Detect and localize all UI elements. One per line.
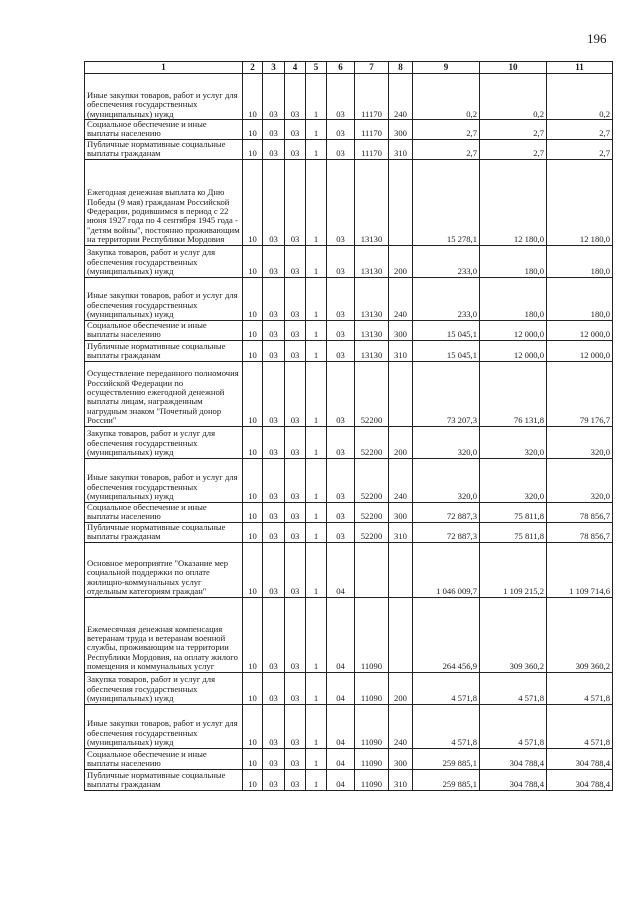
code-cell: 52200 xyxy=(355,361,389,426)
code-cell: 03 xyxy=(327,159,355,245)
code-cell: 1 xyxy=(306,704,327,748)
table-row xyxy=(85,340,613,361)
row-description-cell: Закупка товаров, работ и услуг для обеспечения государственных (муниципальных) нужд xyxy=(85,426,243,458)
code-cell: 03 xyxy=(285,769,306,790)
table-row xyxy=(85,672,613,704)
amount-cell: 0,2 xyxy=(547,74,613,120)
code-cell: 03 xyxy=(285,542,306,597)
amount-cell: 320,0 xyxy=(413,458,480,502)
code-cell: 03 xyxy=(285,120,306,140)
row-description-cell: Иные закупки товаров, работ и услуг для обеспечения государственных (муниципальных) нужд xyxy=(85,277,243,320)
code-cell: 03 xyxy=(285,74,306,120)
code-cell: 1 xyxy=(306,426,327,458)
amount-cell: 320,0 xyxy=(413,426,480,458)
column-header: 2 xyxy=(243,62,263,74)
row-description-cell: Иные закупки товаров, работ и услуг для обеспечения государственных (муниципальных) нужд xyxy=(85,458,243,502)
code-cell: 11170 xyxy=(355,120,389,140)
column-header: 3 xyxy=(263,62,285,74)
code-cell: 13130 xyxy=(355,340,389,361)
code-cell: 03 xyxy=(327,522,355,542)
amount-cell: 12 180,0 xyxy=(547,159,613,245)
code-cell: 03 xyxy=(263,597,285,672)
row-description-cell: Публичные нормативные социальные выплаты гражданам xyxy=(85,139,243,159)
amount-cell: 12 180,0 xyxy=(480,159,547,245)
table-row xyxy=(85,245,613,277)
code-cell: 03 xyxy=(285,522,306,542)
code-cell: 200 xyxy=(389,245,413,277)
amount-cell: 2,7 xyxy=(547,120,613,140)
code-cell: 10 xyxy=(243,245,263,277)
amount-cell: 4 571,8 xyxy=(547,672,613,704)
table-row xyxy=(85,704,613,748)
code-cell: 1 xyxy=(306,597,327,672)
amount-cell: 12 000,0 xyxy=(547,340,613,361)
code-cell: 13130 xyxy=(355,159,389,245)
code-cell: 300 xyxy=(389,320,413,340)
code-cell: 10 xyxy=(243,340,263,361)
code-cell: 03 xyxy=(327,502,355,522)
amount-cell: 180,0 xyxy=(480,277,547,320)
code-cell: 13130 xyxy=(355,277,389,320)
code-cell: 1 xyxy=(306,159,327,245)
amount-cell: 180,0 xyxy=(547,245,613,277)
amount-cell: 0,2 xyxy=(413,74,480,120)
row-description-cell: Закупка товаров, работ и услуг для обеспечения государственных (муниципальных) нужд xyxy=(85,245,243,277)
code-cell: 10 xyxy=(243,74,263,120)
code-cell: 04 xyxy=(327,542,355,597)
code-cell: 03 xyxy=(263,522,285,542)
column-header: 10 xyxy=(480,62,547,74)
amount-cell: 79 176,7 xyxy=(547,361,613,426)
amount-cell: 320,0 xyxy=(480,426,547,458)
row-description-cell: Социальное обеспечение и иные выплаты населению xyxy=(85,320,243,340)
table-row xyxy=(85,120,613,140)
row-description-cell: Социальное обеспечение и иные выплаты населению xyxy=(85,120,243,140)
code-cell: 03 xyxy=(263,769,285,790)
code-cell: 03 xyxy=(263,245,285,277)
page-number: 196 xyxy=(587,31,607,46)
amount-cell: 2,7 xyxy=(480,139,547,159)
table-row xyxy=(85,159,613,245)
table-row xyxy=(85,458,613,502)
amount-cell: 259 885,1 xyxy=(413,748,480,769)
amount-cell: 4 571,8 xyxy=(547,704,613,748)
table-row xyxy=(85,748,613,769)
amount-cell: 12 000,0 xyxy=(480,340,547,361)
table-row xyxy=(85,769,613,790)
code-cell: 10 xyxy=(243,542,263,597)
code-cell xyxy=(389,597,413,672)
table-row xyxy=(85,522,613,542)
amount-cell: 4 571,8 xyxy=(413,672,480,704)
code-cell: 03 xyxy=(285,597,306,672)
amount-cell: 75 811,8 xyxy=(480,522,547,542)
code-cell: 03 xyxy=(263,120,285,140)
amount-cell: 2,7 xyxy=(480,120,547,140)
amount-cell: 1 109 215,2 xyxy=(480,542,547,597)
amount-cell: 4 571,8 xyxy=(480,672,547,704)
code-cell: 03 xyxy=(285,704,306,748)
amount-cell: 320,0 xyxy=(547,458,613,502)
code-cell: 03 xyxy=(327,320,355,340)
code-cell: 03 xyxy=(285,340,306,361)
code-cell: 10 xyxy=(243,597,263,672)
budget-table xyxy=(84,61,613,791)
amount-cell: 78 856,7 xyxy=(547,522,613,542)
code-cell: 03 xyxy=(263,502,285,522)
column-header: 4 xyxy=(285,62,306,74)
amount-cell: 1 109 714,6 xyxy=(547,542,613,597)
code-cell: 03 xyxy=(285,320,306,340)
code-cell: 10 xyxy=(243,277,263,320)
column-header: 11 xyxy=(547,62,613,74)
code-cell: 300 xyxy=(389,502,413,522)
code-cell: 03 xyxy=(327,277,355,320)
row-description-cell: Публичные нормативные социальные выплаты гражданам xyxy=(85,769,243,790)
code-cell: 310 xyxy=(389,522,413,542)
code-cell: 03 xyxy=(263,672,285,704)
code-cell: 03 xyxy=(285,672,306,704)
code-cell: 03 xyxy=(263,748,285,769)
row-description-cell: Публичные нормативные социальные выплаты гражданам xyxy=(85,340,243,361)
code-cell xyxy=(389,361,413,426)
code-cell: 10 xyxy=(243,769,263,790)
code-cell: 1 xyxy=(306,522,327,542)
amount-cell: 15 045,1 xyxy=(413,320,480,340)
code-cell: 13130 xyxy=(355,245,389,277)
row-description-cell: Социальное обеспечение и иные выплаты населению xyxy=(85,502,243,522)
code-cell: 52200 xyxy=(355,426,389,458)
table-row xyxy=(85,502,613,522)
code-cell: 310 xyxy=(389,769,413,790)
amount-cell: 304 788,4 xyxy=(480,748,547,769)
row-description-cell: Иные закупки товаров, работ и услуг для обеспечения государственных (муниципальных) нужд xyxy=(85,704,243,748)
amount-cell: 320,0 xyxy=(547,426,613,458)
amount-cell: 12 000,0 xyxy=(480,320,547,340)
code-cell: 03 xyxy=(285,159,306,245)
code-cell: 10 xyxy=(243,458,263,502)
code-cell: 03 xyxy=(285,502,306,522)
amount-cell: 309 360,2 xyxy=(547,597,613,672)
code-cell: 52200 xyxy=(355,502,389,522)
code-cell: 03 xyxy=(327,361,355,426)
code-cell: 03 xyxy=(327,74,355,120)
code-cell: 10 xyxy=(243,502,263,522)
code-cell: 03 xyxy=(327,426,355,458)
table-row xyxy=(85,320,613,340)
amount-cell: 1 046 009,7 xyxy=(413,542,480,597)
code-cell: 03 xyxy=(285,361,306,426)
code-cell: 11090 xyxy=(355,748,389,769)
code-cell: 1 xyxy=(306,672,327,704)
code-cell: 300 xyxy=(389,748,413,769)
code-cell: 03 xyxy=(263,139,285,159)
amount-cell: 15 278,1 xyxy=(413,159,480,245)
code-cell: 03 xyxy=(263,458,285,502)
code-cell: 10 xyxy=(243,672,263,704)
code-cell: 03 xyxy=(263,542,285,597)
code-cell xyxy=(389,159,413,245)
column-header: 9 xyxy=(413,62,480,74)
amount-cell: 320,0 xyxy=(480,458,547,502)
column-header: 1 xyxy=(85,62,243,74)
code-cell: 200 xyxy=(389,672,413,704)
code-cell: 10 xyxy=(243,522,263,542)
code-cell: 310 xyxy=(389,139,413,159)
code-cell: 1 xyxy=(306,458,327,502)
table-row xyxy=(85,74,613,120)
code-cell: 04 xyxy=(327,704,355,748)
code-cell: 03 xyxy=(263,277,285,320)
code-cell: 1 xyxy=(306,361,327,426)
code-cell: 52200 xyxy=(355,522,389,542)
amount-cell: 2,7 xyxy=(413,139,480,159)
code-cell: 04 xyxy=(327,769,355,790)
amount-cell: 78 856,7 xyxy=(547,502,613,522)
code-cell: 04 xyxy=(327,672,355,704)
amount-cell: 12 000,0 xyxy=(547,320,613,340)
code-cell: 1 xyxy=(306,277,327,320)
code-cell: 03 xyxy=(285,458,306,502)
code-cell: 11090 xyxy=(355,769,389,790)
table-row xyxy=(85,426,613,458)
code-cell: 03 xyxy=(263,74,285,120)
amount-cell: 15 045,1 xyxy=(413,340,480,361)
code-cell xyxy=(355,542,389,597)
amount-cell: 76 131,8 xyxy=(480,361,547,426)
code-cell: 1 xyxy=(306,320,327,340)
code-cell: 10 xyxy=(243,159,263,245)
code-cell: 13130 xyxy=(355,320,389,340)
amount-cell: 72 887,3 xyxy=(413,522,480,542)
code-cell: 1 xyxy=(306,542,327,597)
amount-cell: 180,0 xyxy=(547,277,613,320)
row-description-cell: Ежегодная денежная выплата ко Дню Победы (9 мая) гражданам Российской Федерации, родившимся в период с 22 июня 1927 года по 4 сентября 1945 года - "детям войны", постоянно проживающим на территории Республики Мордовия xyxy=(85,159,243,245)
code-cell: 03 xyxy=(285,277,306,320)
amount-cell: 72 887,3 xyxy=(413,502,480,522)
code-cell: 11090 xyxy=(355,597,389,672)
code-cell: 03 xyxy=(263,159,285,245)
header-row xyxy=(85,62,613,74)
table-row xyxy=(85,277,613,320)
code-cell: 1 xyxy=(306,245,327,277)
table-body xyxy=(85,74,613,791)
code-cell: 1 xyxy=(306,769,327,790)
code-cell: 240 xyxy=(389,277,413,320)
code-cell: 11170 xyxy=(355,74,389,120)
code-cell: 240 xyxy=(389,704,413,748)
code-cell: 1 xyxy=(306,139,327,159)
amount-cell: 73 207,3 xyxy=(413,361,480,426)
code-cell: 240 xyxy=(389,458,413,502)
row-description-cell: Ежемесячная денежная компенсация ветеранам труда и ветеранам военной службы, проживающим на территории Республики Мордовия, на оплату жилого помещения и коммунальных услуг xyxy=(85,597,243,672)
amount-cell: 4 571,8 xyxy=(480,704,547,748)
code-cell: 11090 xyxy=(355,672,389,704)
code-cell: 03 xyxy=(327,139,355,159)
code-cell: 03 xyxy=(285,426,306,458)
code-cell: 10 xyxy=(243,120,263,140)
table-row xyxy=(85,542,613,597)
row-description-cell: Публичные нормативные социальные выплаты гражданам xyxy=(85,522,243,542)
code-cell: 10 xyxy=(243,361,263,426)
code-cell: 04 xyxy=(327,748,355,769)
amount-cell: 304 788,4 xyxy=(480,769,547,790)
amount-cell: 264 456,9 xyxy=(413,597,480,672)
code-cell: 11090 xyxy=(355,704,389,748)
column-header: 8 xyxy=(389,62,413,74)
code-cell: 52200 xyxy=(355,458,389,502)
amount-cell: 304 788,4 xyxy=(547,769,613,790)
amount-cell: 233,0 xyxy=(413,277,480,320)
code-cell: 10 xyxy=(243,426,263,458)
column-header: 5 xyxy=(306,62,327,74)
code-cell: 03 xyxy=(285,748,306,769)
code-cell: 03 xyxy=(327,340,355,361)
amount-cell: 180,0 xyxy=(480,245,547,277)
code-cell xyxy=(389,542,413,597)
code-cell: 10 xyxy=(243,748,263,769)
amount-cell: 233,0 xyxy=(413,245,480,277)
code-cell: 03 xyxy=(327,245,355,277)
row-description-cell: Закупка товаров, работ и услуг для обеспечения государственных (муниципальных) нужд xyxy=(85,672,243,704)
column-header: 7 xyxy=(355,62,389,74)
code-cell: 10 xyxy=(243,704,263,748)
amount-cell: 2,7 xyxy=(413,120,480,140)
code-cell: 03 xyxy=(263,361,285,426)
amount-cell: 2,7 xyxy=(547,139,613,159)
code-cell: 10 xyxy=(243,139,263,159)
table-row xyxy=(85,361,613,426)
amount-cell: 309 360,2 xyxy=(480,597,547,672)
amount-cell: 304 788,4 xyxy=(547,748,613,769)
code-cell: 03 xyxy=(327,120,355,140)
amount-cell: 0,2 xyxy=(480,74,547,120)
code-cell: 03 xyxy=(285,245,306,277)
table-row xyxy=(85,597,613,672)
code-cell: 03 xyxy=(285,139,306,159)
table-row xyxy=(85,139,613,159)
code-cell: 10 xyxy=(243,320,263,340)
code-cell: 1 xyxy=(306,340,327,361)
code-cell: 1 xyxy=(306,120,327,140)
row-description-cell: Основное мероприятие "Оказание мер социальной поддержки по оплате жилищно-коммунальных услуг отдельным категориям граждан" xyxy=(85,542,243,597)
code-cell: 03 xyxy=(263,426,285,458)
code-cell: 03 xyxy=(263,704,285,748)
code-cell: 240 xyxy=(389,74,413,120)
row-description-cell: Иные закупки товаров, работ и услуг для обеспечения государственных (муниципальных) нужд xyxy=(85,74,243,120)
code-cell: 200 xyxy=(389,426,413,458)
code-cell: 300 xyxy=(389,120,413,140)
code-cell: 11170 xyxy=(355,139,389,159)
code-cell: 1 xyxy=(306,748,327,769)
row-description-cell: Осуществление переданного полномочия Российской Федерации по осуществлению ежегодной денежной выплаты лицам, награжденным нагрудным знаком "Почетный донор России" xyxy=(85,361,243,426)
code-cell: 310 xyxy=(389,340,413,361)
amount-cell: 259 885,1 xyxy=(413,769,480,790)
code-cell: 1 xyxy=(306,502,327,522)
amount-cell: 75 811,8 xyxy=(480,502,547,522)
column-header: 6 xyxy=(327,62,355,74)
amount-cell: 4 571,8 xyxy=(413,704,480,748)
code-cell: 03 xyxy=(263,340,285,361)
code-cell: 1 xyxy=(306,74,327,120)
code-cell: 03 xyxy=(263,320,285,340)
code-cell: 04 xyxy=(327,597,355,672)
row-description-cell: Социальное обеспечение и иные выплаты населению xyxy=(85,748,243,769)
code-cell: 03 xyxy=(327,458,355,502)
